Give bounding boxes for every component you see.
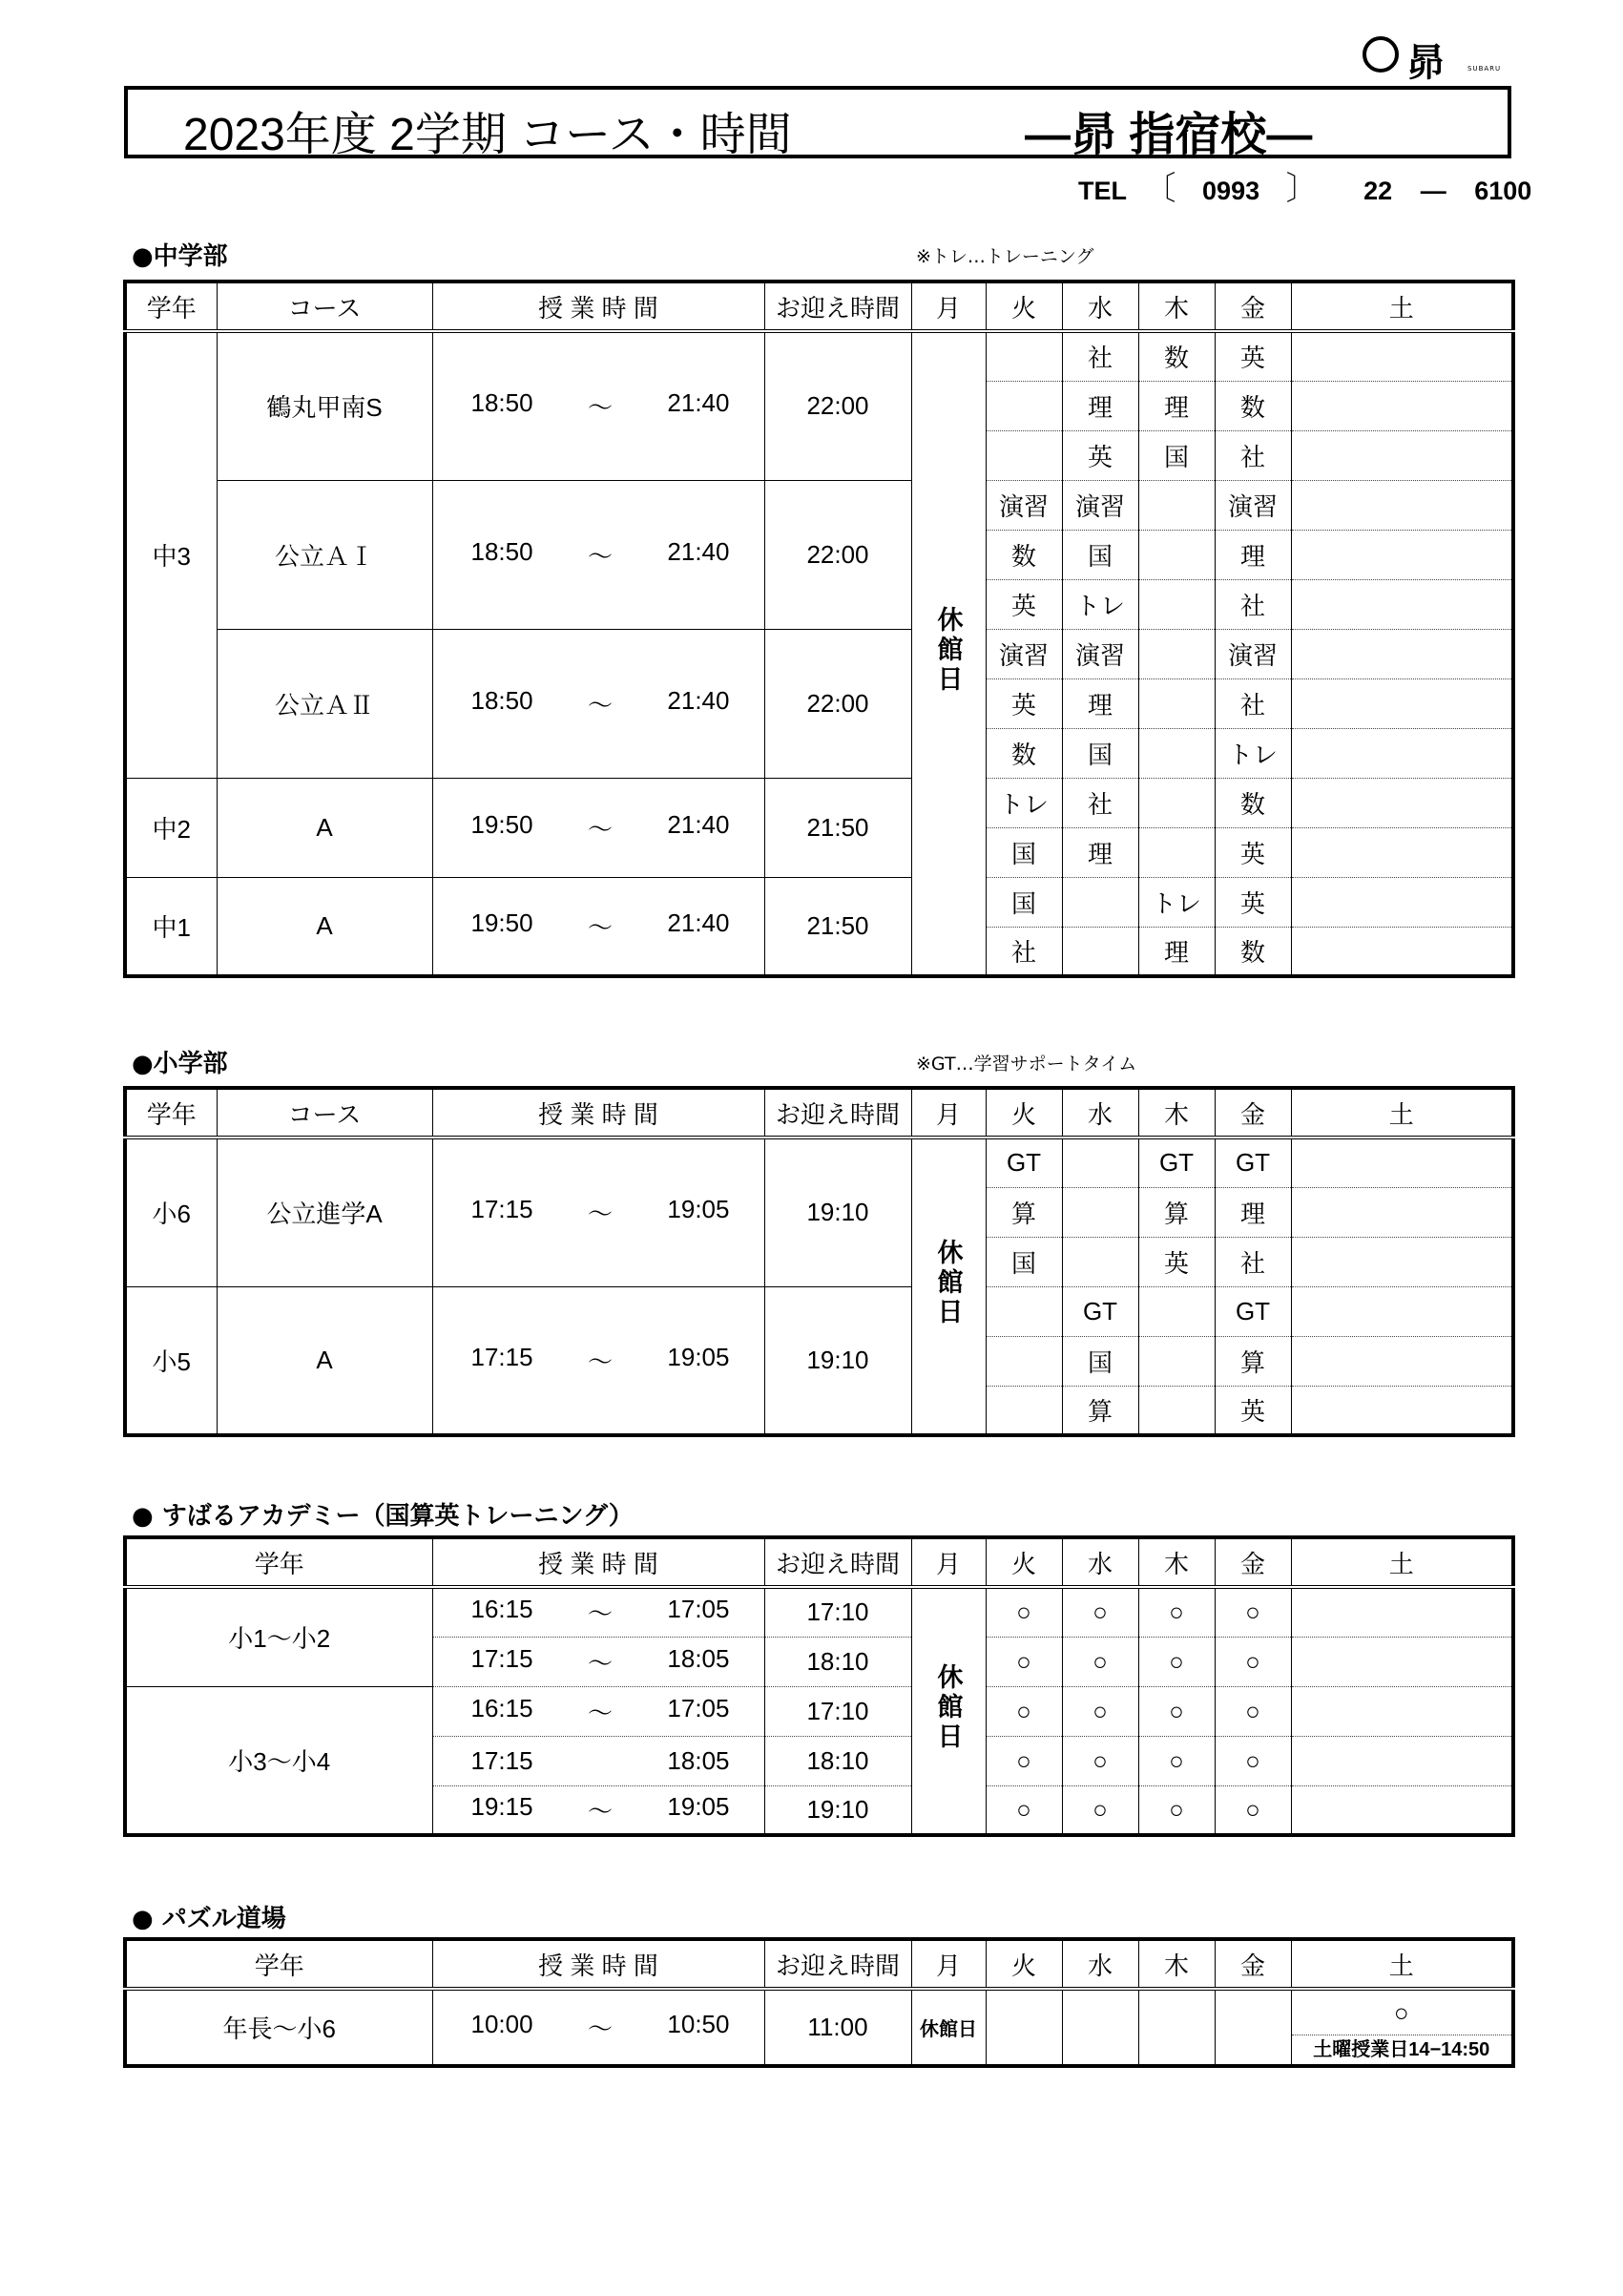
mark-cell: ○ bbox=[986, 1736, 1062, 1785]
header-mon: 月 bbox=[911, 1537, 986, 1587]
class-time-cell bbox=[432, 331, 764, 480]
saturday-cell bbox=[1291, 1286, 1513, 1336]
subject-cell: 理 bbox=[1138, 381, 1215, 430]
end-time: 18:05 bbox=[667, 1643, 730, 1673]
pickup-cell: 19:10 bbox=[764, 1138, 911, 1286]
subject-cell: 演習 bbox=[986, 480, 1062, 530]
tel-area: 0993 bbox=[1202, 177, 1260, 205]
subject-cell bbox=[1138, 1286, 1215, 1336]
subject-cell: 国 bbox=[1138, 430, 1215, 480]
mark-cell: ○ bbox=[1138, 1587, 1215, 1637]
header-sat: 土 bbox=[1291, 1088, 1513, 1138]
end-time: 21:40 bbox=[667, 908, 730, 937]
saturday-note: 土曜授業日14−14:50 bbox=[1313, 2039, 1490, 2060]
middle-section-title: ●中学部 bbox=[132, 242, 228, 271]
subject-cell: 理 bbox=[1062, 381, 1138, 430]
saturday-cell bbox=[1291, 1187, 1513, 1237]
saturday-cell bbox=[1291, 430, 1513, 480]
class-time-cell bbox=[432, 877, 764, 976]
academy-section-title: ● すばるアカデミー（国算英トレーニング） bbox=[132, 1502, 634, 1531]
header-course: コース bbox=[217, 282, 432, 331]
header-tue: 火 bbox=[986, 1939, 1062, 1989]
tilde: 〜 bbox=[587, 1200, 613, 1229]
saturday-cell bbox=[1291, 927, 1513, 976]
table-row bbox=[125, 1686, 1513, 1736]
pickup-cell: 18:10 bbox=[764, 1637, 911, 1686]
subject-cell: 社 bbox=[1062, 778, 1138, 827]
header-grade: 学年 bbox=[125, 1088, 217, 1138]
mark-cell: ○ bbox=[1138, 1686, 1215, 1736]
elementary-school-table bbox=[123, 1086, 1515, 1437]
saturday-cell bbox=[1291, 827, 1513, 877]
subject-cell: 社 bbox=[1215, 678, 1291, 728]
mark-cell: ○ bbox=[1062, 1785, 1138, 1835]
pickup-cell: 19:10 bbox=[764, 1286, 911, 1435]
tilde: 〜 bbox=[587, 912, 613, 942]
subject-cell: 社 bbox=[986, 927, 1062, 976]
saturday-cell bbox=[1291, 1386, 1513, 1435]
subject-cell: 算 bbox=[1138, 1187, 1215, 1237]
course-cell: A bbox=[217, 778, 432, 877]
subject-cell: トレ bbox=[1062, 579, 1138, 629]
saturday-cell bbox=[1291, 1637, 1513, 1686]
class-time-cell bbox=[432, 1138, 764, 1286]
header-thu: 木 bbox=[1138, 282, 1215, 331]
tel-num1: 22 bbox=[1363, 177, 1393, 205]
mark-cell: ○ bbox=[1138, 1736, 1215, 1785]
header-wed: 水 bbox=[1062, 1537, 1138, 1587]
table-header-row bbox=[125, 1537, 1513, 1587]
start-time: 19:15 bbox=[470, 1791, 533, 1821]
header-sat: 土 bbox=[1291, 1939, 1513, 1989]
grade-cell: 中1 bbox=[125, 877, 217, 976]
class-time-cell bbox=[432, 1286, 764, 1435]
closed-label: 休館日 bbox=[933, 606, 963, 695]
subject-cell bbox=[1215, 1989, 1291, 2066]
saturday-mark: ○ bbox=[1292, 1991, 1512, 2035]
mark-cell: ○ bbox=[1062, 1637, 1138, 1686]
subject-cell bbox=[1138, 778, 1215, 827]
pickup-cell: 22:00 bbox=[764, 629, 911, 778]
saturday-cell bbox=[1291, 381, 1513, 430]
header-thu: 木 bbox=[1138, 1537, 1215, 1587]
class-time-cell bbox=[432, 1785, 764, 1835]
subject-cell: 理 bbox=[1062, 827, 1138, 877]
subject-cell bbox=[986, 1286, 1062, 1336]
subject-cell: 英 bbox=[1215, 827, 1291, 877]
subject-cell bbox=[1062, 1237, 1138, 1286]
table-row bbox=[125, 629, 1513, 678]
pickup-cell: 11:00 bbox=[764, 1989, 911, 2066]
subject-cell: 国 bbox=[986, 1237, 1062, 1286]
header-fri: 金 bbox=[1215, 1939, 1291, 1989]
start-time: 17:15 bbox=[470, 1342, 533, 1371]
header-pickup: お迎え時間 bbox=[764, 282, 911, 331]
saturday-cell bbox=[1291, 579, 1513, 629]
mark-cell: ○ bbox=[1215, 1736, 1291, 1785]
start-time: 19:50 bbox=[470, 908, 533, 937]
subject-cell: 数 bbox=[986, 728, 1062, 778]
end-time: 17:05 bbox=[667, 1693, 730, 1722]
header-fri: 金 bbox=[1215, 282, 1291, 331]
header-sat: 土 bbox=[1291, 282, 1513, 331]
header-pickup: お迎え時間 bbox=[764, 1939, 911, 1989]
header-pickup: お迎え時間 bbox=[764, 1537, 911, 1587]
header-sat: 土 bbox=[1291, 1537, 1513, 1587]
subject-cell: 算 bbox=[1215, 1336, 1291, 1386]
page-title: 2023年度 2学期 コース・時間 bbox=[183, 110, 792, 160]
subject-cell: 数 bbox=[986, 530, 1062, 579]
header-thu: 木 bbox=[1138, 1088, 1215, 1138]
subject-cell: 理 bbox=[1215, 1187, 1291, 1237]
table-header-row bbox=[125, 282, 1513, 331]
start-time: 17:15 bbox=[470, 1643, 533, 1673]
closed-label: 休館日 bbox=[933, 1239, 963, 1327]
tilde: 〜 bbox=[587, 690, 613, 720]
tilde: 〜 bbox=[587, 2014, 613, 2043]
pickup-cell: 21:50 bbox=[764, 778, 911, 877]
subject-cell: 国 bbox=[986, 827, 1062, 877]
class-time-cell bbox=[432, 1637, 764, 1686]
header-pickup: お迎え時間 bbox=[764, 1088, 911, 1138]
table-row bbox=[125, 331, 1513, 381]
subject-cell: 国 bbox=[986, 877, 1062, 927]
subject-cell: トレ bbox=[1138, 877, 1215, 927]
subject-cell: 国 bbox=[1062, 1336, 1138, 1386]
mark-cell: ○ bbox=[986, 1686, 1062, 1736]
subject-cell: 国 bbox=[1062, 728, 1138, 778]
subject-cell: 演習 bbox=[1062, 480, 1138, 530]
end-time: 21:40 bbox=[667, 536, 730, 566]
saturday-cell bbox=[1291, 331, 1513, 381]
subject-cell bbox=[1138, 579, 1215, 629]
subject-cell: 演習 bbox=[1215, 629, 1291, 678]
saturday-cell bbox=[1291, 728, 1513, 778]
class-time-cell bbox=[432, 480, 764, 629]
pickup-cell: 22:00 bbox=[764, 480, 911, 629]
saturday-cell bbox=[1291, 1736, 1513, 1785]
header-tue: 火 bbox=[986, 1088, 1062, 1138]
subject-cell bbox=[986, 430, 1062, 480]
subject-cell: 数 bbox=[1215, 778, 1291, 827]
subject-cell: 英 bbox=[1138, 1237, 1215, 1286]
header-tue: 火 bbox=[986, 1537, 1062, 1587]
table-header-row bbox=[125, 1088, 1513, 1138]
saturday-cell bbox=[1291, 629, 1513, 678]
logo-subtext: SUBARU bbox=[1467, 65, 1502, 73]
header-class-time: 授 業 時 間 bbox=[432, 1939, 764, 1989]
tel-num2: 6100 bbox=[1474, 177, 1532, 205]
pickup-cell: 21:50 bbox=[764, 877, 911, 976]
class-time-cell bbox=[432, 1989, 764, 2066]
header-tue: 火 bbox=[986, 282, 1062, 331]
subject-cell bbox=[1138, 480, 1215, 530]
subject-cell bbox=[1138, 728, 1215, 778]
subject-cell bbox=[986, 1989, 1062, 2066]
subject-cell bbox=[1138, 1989, 1215, 2066]
elementary-section-note: ※GT…学習サポートタイム bbox=[916, 1054, 1137, 1075]
subject-cell bbox=[1138, 827, 1215, 877]
subject-cell: GT bbox=[1215, 1286, 1291, 1336]
tilde: 〜 bbox=[587, 1698, 613, 1727]
mark-cell: ○ bbox=[1215, 1785, 1291, 1835]
subject-cell bbox=[986, 331, 1062, 381]
header-fri: 金 bbox=[1215, 1088, 1291, 1138]
grade-cell: 小5 bbox=[125, 1286, 217, 1435]
saturday-cell bbox=[1291, 480, 1513, 530]
mark-cell: ○ bbox=[986, 1785, 1062, 1835]
tel-label: TEL bbox=[1078, 177, 1127, 205]
subject-cell: 算 bbox=[986, 1187, 1062, 1237]
elementary-section-title: ●小学部 bbox=[132, 1050, 228, 1078]
pickup-cell: 19:10 bbox=[764, 1785, 911, 1835]
end-time: 21:40 bbox=[667, 809, 730, 839]
grade-cell: 中3 bbox=[125, 331, 217, 778]
pickup-cell: 17:10 bbox=[764, 1587, 911, 1637]
table-row bbox=[125, 1286, 1513, 1336]
table-header-row bbox=[125, 1939, 1513, 1989]
header-course: コース bbox=[217, 1088, 432, 1138]
subject-cell bbox=[986, 1386, 1062, 1435]
mark-cell: ○ bbox=[986, 1587, 1062, 1637]
subject-cell bbox=[1138, 1386, 1215, 1435]
subject-cell bbox=[1138, 678, 1215, 728]
saturday-cell bbox=[1291, 1686, 1513, 1736]
header-mon: 月 bbox=[911, 1939, 986, 1989]
end-time: 17:05 bbox=[667, 1595, 730, 1624]
start-time: 18:50 bbox=[470, 685, 533, 715]
saturday-cell bbox=[1291, 1785, 1513, 1835]
course-cell: 鶴丸甲南S bbox=[217, 331, 432, 480]
subject-cell bbox=[1138, 629, 1215, 678]
table-row bbox=[125, 877, 1513, 927]
start-time: 19:50 bbox=[470, 809, 533, 839]
subject-cell bbox=[1062, 1187, 1138, 1237]
mark-cell: ○ bbox=[1138, 1637, 1215, 1686]
header-class-time: 授 業 時 間 bbox=[432, 1537, 764, 1587]
subject-cell bbox=[1062, 1138, 1138, 1187]
subject-cell: 数 bbox=[1138, 331, 1215, 381]
header-grade: 学年 bbox=[125, 1537, 432, 1587]
mark-cell: ○ bbox=[1062, 1686, 1138, 1736]
middle-school-table bbox=[123, 280, 1515, 978]
subject-cell: 国 bbox=[1062, 530, 1138, 579]
header-class-time: 授 業 時 間 bbox=[432, 1088, 764, 1138]
academy-table bbox=[123, 1535, 1515, 1837]
mark-cell: ○ bbox=[1062, 1587, 1138, 1637]
saturday-cell bbox=[1291, 530, 1513, 579]
tilde: 〜 bbox=[587, 1346, 613, 1376]
mark-cell: ○ bbox=[1215, 1686, 1291, 1736]
subject-cell: 演習 bbox=[1215, 480, 1291, 530]
subject-cell: トレ bbox=[986, 778, 1062, 827]
pickup-cell: 18:10 bbox=[764, 1736, 911, 1785]
tilde: 〜 bbox=[587, 1648, 613, 1678]
school-name: —昴 指宿校— bbox=[1025, 110, 1313, 160]
end-time: 21:40 bbox=[667, 388, 730, 418]
header-thu: 木 bbox=[1138, 1939, 1215, 1989]
saturday-cell bbox=[1291, 678, 1513, 728]
class-time-cell bbox=[432, 778, 764, 877]
saturday-cell bbox=[1291, 1587, 1513, 1637]
subject-cell bbox=[1138, 1336, 1215, 1386]
course-cell: A bbox=[217, 1286, 432, 1435]
table-row bbox=[125, 1587, 1513, 1637]
end-time: 18:05 bbox=[667, 1745, 730, 1775]
puzzle-section-title: ● パズル道場 bbox=[132, 1905, 286, 1933]
grade-cell: 年長〜小6 bbox=[125, 1989, 432, 2066]
class-time-cell bbox=[432, 1686, 764, 1736]
subject-cell bbox=[1062, 927, 1138, 976]
tilde: 〜 bbox=[587, 1796, 613, 1826]
pickup-cell: 22:00 bbox=[764, 331, 911, 480]
start-time: 18:50 bbox=[470, 388, 533, 418]
header-wed: 水 bbox=[1062, 282, 1138, 331]
mark-cell: ○ bbox=[1138, 1785, 1215, 1835]
closed-day-cell: 休館日 bbox=[911, 1989, 986, 2066]
saturday-cell bbox=[1291, 1237, 1513, 1286]
header-mon: 月 bbox=[911, 282, 986, 331]
header-wed: 水 bbox=[1062, 1939, 1138, 1989]
closed-label: 休館日 bbox=[933, 1663, 963, 1752]
middle-section-note: ※トレ…トレーニング bbox=[916, 246, 1094, 267]
pickup-cell: 17:10 bbox=[764, 1686, 911, 1736]
mark-cell: ○ bbox=[1215, 1587, 1291, 1637]
saturday-cell bbox=[1291, 877, 1513, 927]
subject-cell: 英 bbox=[986, 678, 1062, 728]
subject-cell: 英 bbox=[986, 579, 1062, 629]
subject-cell: 社 bbox=[1062, 331, 1138, 381]
subject-cell: 理 bbox=[1215, 530, 1291, 579]
logo bbox=[1363, 32, 1506, 85]
subject-cell: GT bbox=[1215, 1138, 1291, 1187]
subject-cell bbox=[986, 1336, 1062, 1386]
tilde: 〜 bbox=[587, 541, 613, 571]
end-time: 10:50 bbox=[667, 2010, 730, 2038]
saturday-cell bbox=[1291, 778, 1513, 827]
subject-cell: 演習 bbox=[1062, 629, 1138, 678]
header-mon: 月 bbox=[911, 1088, 986, 1138]
subject-cell: 演習 bbox=[986, 629, 1062, 678]
subject-cell: 英 bbox=[1215, 877, 1291, 927]
table-row bbox=[125, 1138, 1513, 1187]
start-time: 16:15 bbox=[470, 1693, 533, 1722]
start-time: 18:50 bbox=[470, 536, 533, 566]
grade-cell: 小6 bbox=[125, 1138, 217, 1286]
start-time: 17:15 bbox=[470, 1195, 533, 1224]
class-time-cell bbox=[432, 629, 764, 778]
saturday-cell bbox=[1291, 1989, 1513, 2066]
grade-cell: 中2 bbox=[125, 778, 217, 877]
subject-cell: トレ bbox=[1215, 728, 1291, 778]
header-class-time: 授 業 時 間 bbox=[432, 282, 764, 331]
class-time-cell bbox=[432, 1736, 764, 1785]
subject-cell bbox=[986, 381, 1062, 430]
tel-dash: — bbox=[1420, 177, 1446, 205]
saturday-cell bbox=[1291, 1336, 1513, 1386]
end-time: 21:40 bbox=[667, 685, 730, 715]
course-cell: 公立ＡⅡ bbox=[217, 629, 432, 778]
closed-day-cell bbox=[911, 331, 986, 976]
subject-cell: 数 bbox=[1215, 381, 1291, 430]
subject-cell: GT bbox=[1062, 1286, 1138, 1336]
end-time: 19:05 bbox=[667, 1342, 730, 1371]
subject-cell: 算 bbox=[1062, 1386, 1138, 1435]
table-row bbox=[125, 778, 1513, 827]
mark-cell: ○ bbox=[1215, 1637, 1291, 1686]
subject-cell bbox=[1062, 1989, 1138, 2066]
mark-cell: ○ bbox=[1062, 1736, 1138, 1785]
header-grade: 学年 bbox=[125, 282, 217, 331]
closed-day-cell bbox=[911, 1138, 986, 1435]
subject-cell: 社 bbox=[1215, 579, 1291, 629]
course-cell: 公立ＡⅠ bbox=[217, 480, 432, 629]
grade-cell: 小3〜小4 bbox=[125, 1686, 432, 1835]
end-time: 19:05 bbox=[667, 1791, 730, 1821]
subject-cell: 数 bbox=[1215, 927, 1291, 976]
header-grade: 学年 bbox=[125, 1939, 432, 1989]
mark-cell: ○ bbox=[986, 1637, 1062, 1686]
table-row bbox=[125, 480, 1513, 530]
tilde: 〜 bbox=[587, 393, 613, 423]
table-row bbox=[125, 1989, 1513, 2066]
closed-day-cell bbox=[911, 1587, 986, 1835]
class-time-cell bbox=[432, 1587, 764, 1637]
logo-text: 昴 bbox=[1406, 40, 1445, 85]
end-time: 19:05 bbox=[667, 1195, 730, 1224]
title-box bbox=[124, 86, 1511, 158]
subject-cell: 社 bbox=[1215, 430, 1291, 480]
grade-cell: 小1〜小2 bbox=[125, 1587, 432, 1686]
subject-cell bbox=[1138, 530, 1215, 579]
subject-cell: 英 bbox=[1215, 1386, 1291, 1435]
course-cell: 公立進学A bbox=[217, 1138, 432, 1286]
start-time: 17:15 bbox=[470, 1745, 533, 1775]
subject-cell: GT bbox=[986, 1138, 1062, 1187]
start-time: 16:15 bbox=[470, 1595, 533, 1624]
subject-cell: 英 bbox=[1215, 331, 1291, 381]
subject-cell: 英 bbox=[1062, 430, 1138, 480]
tilde: 〜 bbox=[587, 814, 613, 844]
telephone: TEL 〔 0993 〕 22 — 6100 bbox=[1078, 171, 1532, 207]
puzzle-table bbox=[123, 1937, 1515, 2068]
saturday-cell bbox=[1291, 1138, 1513, 1187]
tilde: 〜 bbox=[587, 1599, 613, 1629]
subject-cell: 理 bbox=[1138, 927, 1215, 976]
subject-cell: 社 bbox=[1215, 1237, 1291, 1286]
logo-emblem-icon bbox=[1363, 36, 1399, 73]
subject-cell: 理 bbox=[1062, 678, 1138, 728]
header-wed: 水 bbox=[1062, 1088, 1138, 1138]
subject-cell bbox=[1062, 877, 1138, 927]
course-cell: A bbox=[217, 877, 432, 976]
start-time: 10:00 bbox=[470, 2010, 533, 2038]
header-fri: 金 bbox=[1215, 1537, 1291, 1587]
subject-cell: GT bbox=[1138, 1138, 1215, 1187]
